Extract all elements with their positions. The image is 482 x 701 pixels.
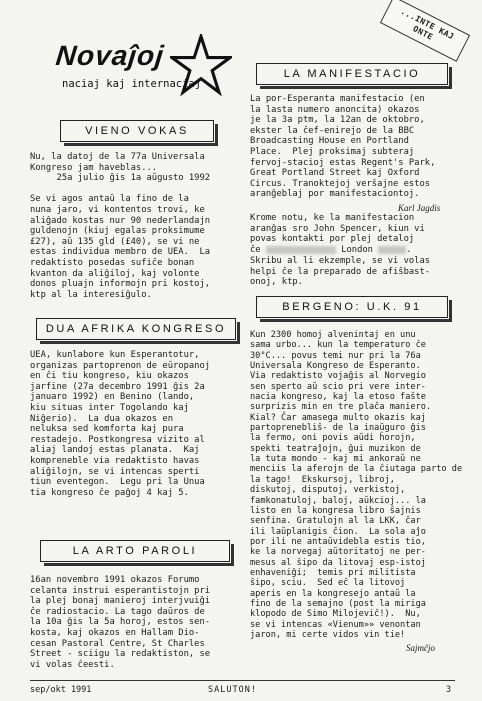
dua-afrika-kongreso-line: Niĝerio). La dua okazos en	[30, 413, 173, 424]
la-manifestacio-line: fervoj-stacioj estas Regent's Park,	[250, 157, 436, 168]
article-dua-afrika-kongreso	[30, 350, 210, 498]
la-manifestacio-line: La por-Esperanta manifestacio (en	[250, 94, 425, 104]
bergeno-line: aperis en la kongresejo antaŭ la	[250, 588, 416, 599]
bergeno-line: partoprenebliŝ- de la inaŭguro ĝis	[250, 423, 426, 434]
vieno-vokas-line: nuna jaro, vi kontentos trovi, ke	[30, 204, 205, 215]
bergeno-line: fino de la semajno (post la mirigа	[250, 598, 426, 609]
footer-publication: SALUTON!	[208, 685, 257, 695]
footer-divider	[30, 680, 455, 681]
heading-la-manifestacio: LA MANIFESTACIO	[256, 63, 448, 85]
contact-line	[250, 245, 412, 256]
article-la-manifestacio-end	[250, 256, 430, 288]
la-arto-paroli-line: celanta instrui esperantistojn pri	[30, 585, 211, 596]
vieno-vokas-line: Nu, la datoj de la 77a Universala	[30, 152, 205, 162]
la-manifestacio-line: Broadcasting House en Portland	[250, 136, 409, 147]
bergeno-line: jaron, mi certe vidos vin tie!	[250, 629, 406, 640]
dua-afrika-kongreso-line: aliĝilojn, se vi intencas sperti	[30, 466, 200, 477]
la-manifestacio-line: Skribu al li ekzemple, se vi volas	[250, 256, 431, 266]
bergeno-line: enhaveniĝi; temis pri militista	[250, 567, 416, 578]
la-manifestacio-line: ekster la ĉef-enirejo de la BBC	[250, 125, 415, 136]
bergeno-line: la fermo, oni povis aŭdi ĥorojn,	[250, 433, 416, 444]
la-manifestacio-line: Place. Plej proksimaj subteraj	[250, 146, 415, 157]
vieno-vokas-line: estas individua membro de UEA. La	[30, 247, 211, 258]
la-arto-paroli-line: vi volas ĉeesti.	[30, 659, 115, 670]
contact-prefix: ĉe	[250, 245, 261, 255]
vieno-vokas-line: Se vi agos antaŭ la fino de la	[30, 194, 189, 205]
bergeno-line: diskutoj, disputoj, verkistoj,	[250, 485, 406, 496]
la-arto-paroli-line: ĉe radiostacio. La tago daŭros de	[30, 606, 205, 617]
heading-bergeno-uk-91: BERGENO: U.K. 91	[256, 296, 448, 318]
la-arto-paroli-line: la plej bonaj manieroj interjvuiĝi	[30, 596, 211, 607]
dua-afrika-kongreso-line: jarfine (27a decembro 1991 ĝis 2a	[30, 381, 205, 392]
heading-la-arto-paroli: LA ARTO PAROLI	[40, 540, 230, 562]
la-manifestacio-line: je la 3a ptm, la 12an de oktobro,	[250, 115, 425, 126]
bergeno-line: sen sperto aŭ scio pri vere inter-	[250, 381, 426, 392]
signature-karl-jagdis: Karl Jagdis	[398, 203, 441, 213]
contact-suffix: .	[406, 245, 412, 255]
la-manifestacio-line: la lasta numero anoncita) okazos	[250, 104, 420, 115]
vieno-vokas-line: ktp al la interesiĝulo.	[30, 289, 152, 300]
vieno-vokas-line: £27), aŭ 135 gld (£40), se vi ne	[30, 236, 200, 247]
bergeno-line: famkonatuloj, baloj, aŭkcioj... la	[250, 495, 426, 506]
bergeno-line: mesus al ŝipo da litovaj esp-istoj	[250, 557, 426, 568]
bergeno-line: se vi intencas «Vienum»» venontan	[250, 619, 421, 630]
bergeno-line: senfina. Gratulojn al la LKK, ĉar	[250, 516, 421, 527]
la-arto-paroli-line: kosta, kaj okazos en Hallam Dio-	[30, 627, 200, 638]
signature-sajmcjo: Sajmĉjo	[406, 643, 435, 653]
bergeno-line: klopodo de Simo Milojeviĉ!). Nu,	[250, 609, 421, 620]
la-manifestacio-line: Krome notu, ke la manifestacion	[250, 213, 415, 223]
dua-afrika-kongreso-line: aliaj landoj estas planata. Kaj	[30, 445, 200, 456]
article-la-manifestacio	[250, 94, 435, 200]
dua-afrika-kongreso-line: kompreneble via redaktisto havas	[30, 455, 200, 466]
bergeno-line: ke la norvegaj aŭtoritatoj ne per-	[250, 547, 426, 558]
vieno-vokas-line: 25a julio ĝis 1a aŭgusto 1992	[30, 173, 211, 184]
bergeno-line: menciis la aferojn de la ĉiutaga parto de	[250, 464, 463, 475]
bergeno-line: Kun 2300 homoj alvenintaj en unu	[250, 330, 416, 340]
la-manifestacio-line: helpi ĉe la preparado de afiŝbast-	[250, 266, 431, 277]
heading-dua-afrika-kongreso: DUA AFRIKA KONGRESO	[36, 318, 236, 340]
bergeno-line: ŝipo, sciu. Sed eĉ la litovoj	[250, 578, 406, 589]
la-manifestacio-line: Great Portland Street kaj Oxford	[250, 168, 420, 179]
vieno-vokas-line: guldenojn (kiuj egalas proksimume	[30, 226, 205, 237]
vieno-vokas-line: Kongreso jam haveblas...	[30, 162, 158, 173]
la-manifestacio-line: povas kontakti por plej detaloj	[250, 234, 415, 245]
bergeno-line: la tuta mondo - kaj mi ankoraŭ ne	[250, 454, 421, 465]
article-la-arto-paroli	[30, 575, 210, 670]
masthead-title: Novaĵoj	[54, 40, 166, 71]
bergeno-line: por ili ne antaŭvidebla estis tio,	[250, 536, 426, 547]
masthead-logo	[52, 34, 232, 100]
bergeno-line: ili laŭplanigis ĉion. La sola aĵo	[250, 526, 426, 537]
la-manifestacio-line: aranĝas sro John Spencer, kiun vi	[250, 223, 425, 234]
vieno-vokas-line	[30, 184, 210, 195]
la-arto-paroli-line: cesan Pastoral Centre, St Charles	[30, 638, 205, 649]
dua-afrika-kongreso-line: tiun eventegon. Legu pri la Unua	[30, 477, 205, 488]
masthead-subtitle: naciaj kaj internaciaj	[62, 78, 202, 90]
article-la-manifestacio-cont	[250, 213, 425, 245]
dua-afrika-kongreso-line: neluksa sed komforta kaj pura	[30, 424, 184, 435]
vieno-vokas-line: redaktisto posedas sufiĉe bonan	[30, 257, 195, 268]
bergeno-line: spekti teatraĵojn, ĝui muzikon de	[250, 443, 421, 454]
footer-date: sep/okt 1991	[30, 685, 92, 695]
footer-page-number: 3	[446, 685, 452, 695]
bergeno-line: Universala Kongreso de Esperanto.	[250, 361, 421, 372]
la-arto-paroli-line: la 10a ĝis la 5a horoj, estos sen-	[30, 617, 211, 628]
dua-afrika-kongreso-line: januaro 1992) en Benino (lando,	[30, 392, 195, 403]
contact-city: London	[341, 245, 373, 255]
bergeno-line: Kial? Ĉar amasega multo okazis kaj	[250, 412, 426, 423]
la-manifestacio-line: aranĝeblaj por manifestaciontoj.	[250, 189, 420, 200]
la-manifestacio-line: Circus. Tranoktejoj verŝajne estos	[250, 178, 431, 189]
dua-afrika-kongreso-line: tia kongreso ĉe paĝoj 4 kaj 5.	[30, 487, 189, 498]
bergeno-line: sama urbo... kun la temperaturo ĉe	[250, 340, 426, 351]
la-manifestacio-line: onoj, ktp.	[250, 277, 303, 288]
la-arto-paroli-line: 16an novembro 1991 okazos Forumo	[30, 575, 200, 585]
article-vieno-vokas	[30, 152, 210, 300]
vieno-vokas-line: donos pluajn informojn pri kostoj,	[30, 279, 211, 290]
bergeno-line: surprizis min en tre plaĉa maniero.	[250, 402, 432, 413]
redacted-address	[266, 246, 336, 254]
bergeno-line: listo en la kongresa libro ŝajnis	[250, 505, 421, 516]
bergeno-line: Via redaktisto vojaĝis al Norvegio	[250, 371, 426, 382]
corner-sticker: ...INTE KAJ ONTE	[380, 0, 470, 62]
bergeno-line: la tago! Ekskursoj, libroj,	[250, 474, 395, 485]
article-bergeno	[250, 330, 462, 640]
bergeno-line: 30°C... povus temi nur pri la 76a	[250, 350, 421, 361]
la-arto-paroli-line: Street - sciigu la redaktiston, se	[30, 649, 211, 660]
dua-afrika-kongreso-line: en ĉi tiu kongreso, kiu okazos	[30, 371, 189, 382]
vieno-vokas-line: kvanton da aliĝiloj, kaj volonte	[30, 268, 200, 279]
bergeno-line: nacia kongreso, kaj la etoso faŝte	[250, 392, 426, 403]
dua-afrika-kongreso-line: UEA, kunlabore kun Esperantotur,	[30, 350, 200, 360]
dua-afrika-kongreso-line: organizas partoprenon de eŭropanoj	[30, 360, 211, 371]
vieno-vokas-line: aliĝado kostas nur 90 nederlandajn	[30, 215, 211, 226]
dua-afrika-kongreso-line: kiu situas inter Togolando kaj	[30, 402, 189, 413]
dua-afrika-kongreso-line: restadejo. Postkongresa vizito al	[30, 434, 205, 445]
redacted-postcode	[378, 246, 406, 254]
heading-vieno-vokas: VIENO VOKAS	[60, 120, 214, 142]
